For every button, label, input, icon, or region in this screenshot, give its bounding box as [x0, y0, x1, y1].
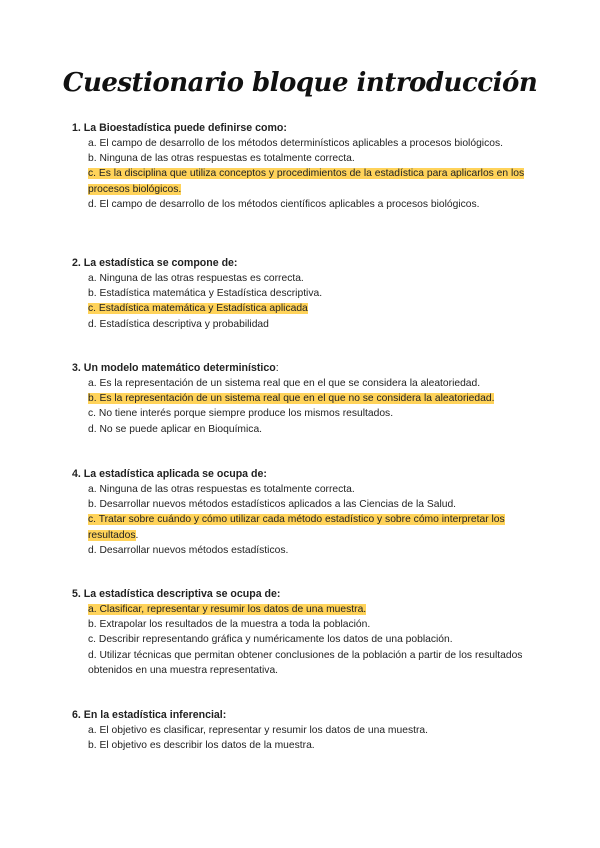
answer-option-a: a. Ninguna de las otras respuestas es totalmente correcta.: [88, 484, 355, 495]
answer-option-b: b. Extrapolar los resultados de la muestra a toda la población.: [88, 619, 371, 631]
question-4: [72, 467, 532, 558]
answer-option-b: b. Desarrollar nuevos métodos estadísticos aplicados a las Ciencias de la Salud.: [88, 499, 457, 511]
answer-option-c-correct: c. Estadística matemática y Estadística aplicada: [88, 303, 308, 315]
answer-option-a: a. El objetivo es clasificar, representar y resumir los datos de una muestra.: [88, 725, 428, 736]
answer-option-a: a. Es la representación de un sistema real que en el que se considera la aleatoriedad.: [88, 378, 481, 389]
answer-option-a: a. El campo de desarrollo de los métodos determinísticos aplicables a procesos biológicos.: [88, 138, 503, 149]
answer-option-a: a. Ninguna de las otras respuestas es correcta.: [88, 273, 304, 284]
answer-option-b: b. Estadística matemática y Estadística descriptiva.: [88, 288, 323, 300]
question-5: [72, 587, 532, 678]
question-2: [72, 256, 532, 332]
answer-option-d: d. El campo de desarrollo de los métodos científicos aplicables a procesos biológicos.: [88, 198, 480, 210]
question-heading: 2. La estadística se compone de:: [72, 257, 238, 269]
question-heading: 6. En la estadística inferencial:: [72, 709, 227, 721]
question-6: [72, 708, 532, 753]
answer-option-d: d. No se puede aplicar en Bioquímica.: [88, 423, 263, 435]
answer-option-b: b. Ninguna de las otras respuestas es totalmente correcta.: [88, 153, 355, 165]
answer-option-b-correct: b. Es la representación de un sistema real que en el que no se considera la aleatoriedad.: [88, 393, 495, 405]
answer-option-c: c. Describir representando gráfica y numéricamente los datos de una población.: [88, 634, 453, 646]
answer-option-c-correct: c. Es la disciplina que utiliza conceptos y procedimientos de la estadística para aplicarlos en los procesos biológicos.: [88, 168, 525, 195]
question-heading: 4. La estadística aplicada se ocupa de:: [72, 468, 267, 480]
answer-option-b: b. El objetivo es describir los datos de la muestra.: [88, 740, 315, 752]
question-heading: 5. La estadística descriptiva se ocupa de:: [72, 588, 281, 600]
answer-option-c: c. No tiene interés porque siempre produce los mismos resultados.: [88, 408, 394, 420]
page-title: Cuestionario bloque introducción: [62, 68, 538, 98]
question-heading: 3. Un modelo matemático determinístico:: [72, 362, 279, 374]
question-1: [72, 121, 532, 212]
answer-option-d: d. Desarrollar nuevos métodos estadísticos.: [88, 544, 289, 556]
question-3: [72, 361, 532, 437]
answer-option-d: d. Utilizar técnicas que permitan obtener conclusiones de la población a partir de los resultados obtenidos en una muestra representativa.: [88, 649, 523, 676]
answer-option-a-correct: a. Clasificar, representar y resumir los datos de una muestra.: [88, 604, 367, 615]
question-heading: 1. La Bioestadística puede definirse como:: [72, 122, 287, 134]
answer-option-d: d. Estadística descriptiva y probabilidad: [88, 318, 269, 330]
answer-option-c-correct: c. Tratar sobre cuándo y cómo utilizar cada método estadístico y sobre cómo interpretar los resultados.: [88, 514, 505, 541]
